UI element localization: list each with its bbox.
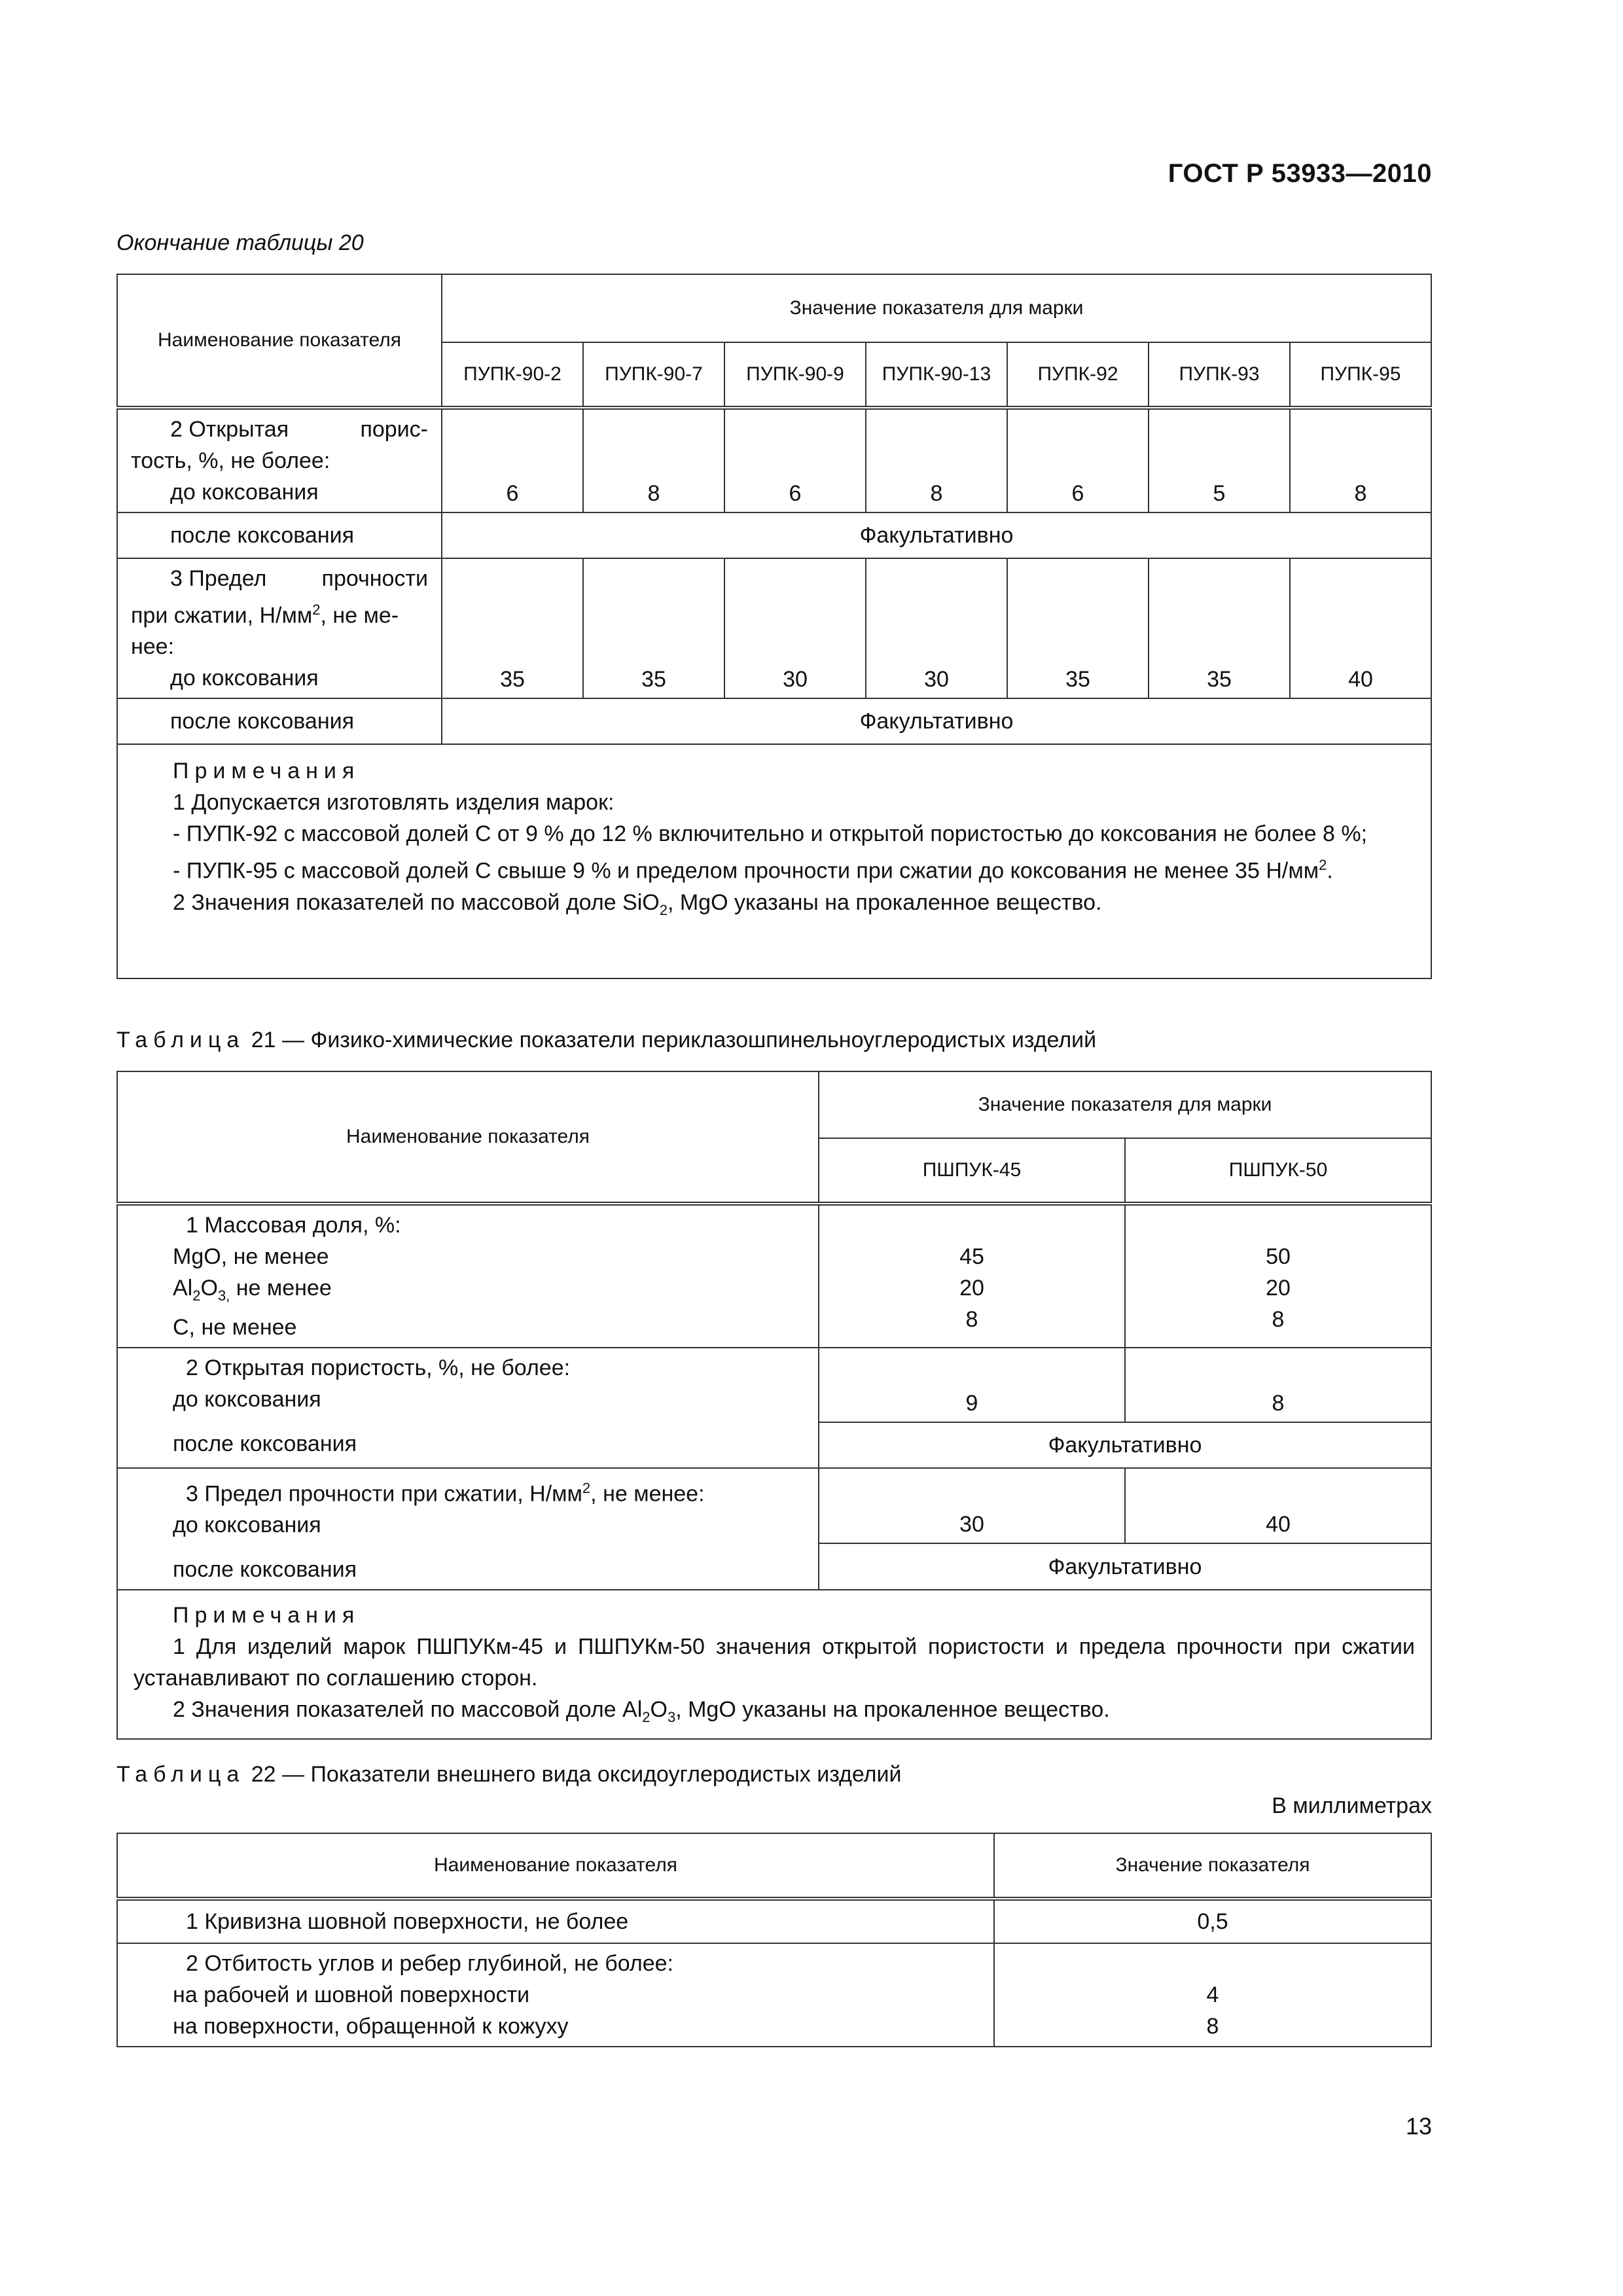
t21-strength-value-50: 40: [1125, 1468, 1431, 1543]
t21-porosity-value-50: 8: [1125, 1348, 1431, 1422]
t20-strength-value: 35: [1007, 558, 1149, 698]
t20-porosity-value: 8: [1290, 408, 1431, 512]
t20-note-1: 1 Допускается изготовлять изделия марок:: [173, 790, 615, 816]
t22-curvature-value: 0,5: [994, 1899, 1431, 1943]
t20-grade-header: ПУПК-90-7: [583, 342, 724, 408]
t20-grade-header: ПУПК-90-9: [724, 342, 866, 408]
t20-porosity-value: 8: [866, 408, 1007, 512]
t20-strength-value: 35: [1149, 558, 1290, 698]
t21-grade-header: ПШПУК-45: [819, 1138, 1125, 1204]
table21-caption: Таблица 21 — Физико-химические показатели периклазошпинельноуглеродистых изделий: [116, 1028, 1097, 1052]
t20-strength-label: 3 Предел прочности при сжатии, $Н/мм^2$, не ме- нее: до коксования: [117, 558, 442, 698]
t21-strength-value-45: 30: [819, 1468, 1125, 1543]
t21-porosity-label: 2 Открытая пористость, %, не более: до коксования после коксования: [117, 1348, 819, 1468]
table22-caption: Таблица 22 — Показатели внешнего вида оксидоуглеродистых изделий: [116, 1762, 902, 1787]
t21-porosity-after-value: Факультативно: [819, 1422, 1431, 1468]
t20-grade-header: ПУПК-92: [1007, 342, 1149, 408]
t20-grade-group-header: Значение показателя для марки: [442, 274, 1431, 342]
t20-porosity-value: 5: [1149, 408, 1290, 512]
t20-strength-value: 30: [724, 558, 866, 698]
t20-note-2: 2 Значения показателей по массовой доле SiO$_2$, MgO указаны на прокаленное вещество.: [173, 889, 1102, 918]
t20-strength-after-label: после коксования: [117, 698, 442, 744]
t20-porosity-value: 6: [1007, 408, 1149, 512]
t21-notes-title: Примечания: [173, 1603, 361, 1628]
t21-porosity-value-45: 9: [819, 1348, 1125, 1422]
t20-porosity-value: 6: [724, 408, 866, 512]
t20-porosity-label: 2 Открытая порис- тость, %, не более: до коксования: [117, 408, 442, 512]
t20-porosity-value: 8: [583, 408, 724, 512]
t21-note-2: 2 Значения показателей по массовой доле $Al_2O_3$, MgO указаны на прокаленное вещество.: [173, 1697, 1110, 1725]
document-header: ГОСТ Р 53933—2010: [1168, 159, 1432, 188]
t22-chipping-values: 4 8: [994, 1943, 1431, 2047]
t21-grade-group-header: Значение показателя для марки: [819, 1071, 1431, 1138]
t20-grade-header: ПУПК-90-13: [866, 342, 1007, 408]
t21-notes: [117, 1590, 1431, 1739]
t20-strength-value: 40: [1290, 558, 1431, 698]
t21-mass-fraction-values-45: 45 20 8: [819, 1204, 1125, 1348]
t20-param-header: Наименование показателя: [117, 274, 442, 408]
t20-porosity-after-label: после коксования: [117, 512, 442, 558]
table20-caption: Окончание таблицы 20: [116, 230, 364, 255]
t22-param-header: Наименование показателя: [117, 1833, 994, 1899]
t20-strength-after-value: Факультативно: [442, 698, 1431, 744]
t22-value-header: Значение показателя: [994, 1833, 1431, 1899]
t20-note-1b: - ПУПК-95 с массовой долей С свыше 9 % и пределом прочности при сжатии до коксования не менее 35 $Н/мм^2$.: [173, 857, 1333, 884]
t21-mass-fraction-label: 1 Массовая доля, %: MgO, не менее $Al_2O_{3,}$ не менее С, не менее: [117, 1204, 819, 1348]
t20-porosity-after-value: Факультативно: [442, 512, 1431, 558]
t20-grade-header: ПУПК-93: [1149, 342, 1290, 408]
table22: [116, 1833, 1432, 2047]
t20-notes: [117, 744, 1431, 978]
t21-strength-label: 3 Предел прочности при сжатии, $Н/мм^2$, не менее: до коксования после коксования: [117, 1468, 819, 1590]
t20-strength-value: 35: [583, 558, 724, 698]
t22-curvature-label: 1 Кривизна шовной поверхности, не более: [117, 1899, 994, 1943]
t20-strength-value: 30: [866, 558, 1007, 698]
t20-strength-value: 35: [442, 558, 583, 698]
page-number: 13: [1405, 2113, 1432, 2140]
t21-note-1: 1 Для изделий марок ПШПУКм-45 и ПШПУКм-50 значения открытой пористости и предела прочности при сжатии устанавливают по соглашению сторон.: [134, 1634, 1416, 1691]
t20-porosity-value: 6: [442, 408, 583, 512]
t22-chipping-label: 2 Отбитость углов и ребер глубиной, не более: на рабочей и шовной поверхности на поверхности, обращенной к кожуху: [117, 1943, 994, 2047]
t21-strength-after-value: Факультативно: [819, 1543, 1431, 1590]
t21-param-header: Наименование показателя: [117, 1071, 819, 1204]
t21-grade-header: ПШПУК-50: [1125, 1138, 1431, 1204]
t20-notes-title: Примечания: [173, 759, 361, 784]
table20: [116, 274, 1432, 979]
table22-unit: В миллиметрах: [1272, 1793, 1432, 1818]
t21-mass-fraction-values-50: 50 20 8: [1125, 1204, 1431, 1348]
t20-grade-header: ПУПК-90-2: [442, 342, 583, 408]
table21: [116, 1071, 1432, 1740]
t20-grade-header: ПУПК-95: [1290, 342, 1431, 408]
t20-note-1a: - ПУПК-92 с массовой долей С от 9 % до 12 % включительно и открытой пористостью до коксования не более 8 %;: [173, 821, 1368, 847]
